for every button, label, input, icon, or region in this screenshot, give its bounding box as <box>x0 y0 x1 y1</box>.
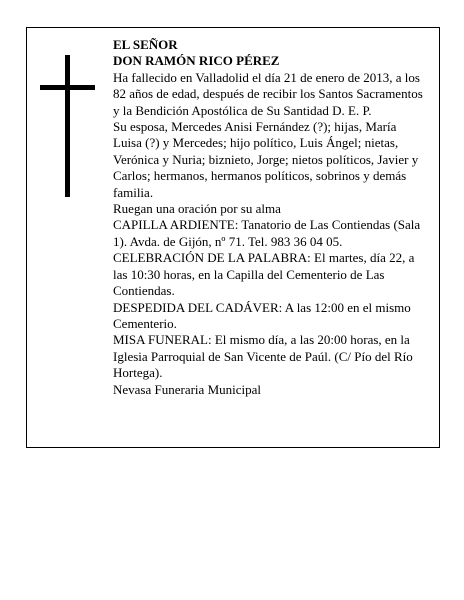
heading-title: EL SEÑOR <box>113 37 178 52</box>
farewell-info: DESPEDIDA DEL CADÁVER: A las 12:00 en el mismo Cementerio. <box>113 299 411 331</box>
family-list: Su esposa, Mercedes Anisi Fernández (?); hijas, María Luisa (?) y Mercedes; hijo político, Luis Ángel; nietas, Verónica y Nuria; biznieto, Jorge; nietos políticos, Javier y Carlos; hermanos, hermanos políticos, sobrinos y demás familia. <box>113 119 419 200</box>
chapel-info: CAPILLA ARDIENTE: Tanatorio de Las Contiendas (Sala 1). Avda. de Gijón, nº 71. Tel. 983 36 04 05. <box>113 217 421 249</box>
funeral-home: Nevasa Funeraria Municipal <box>113 381 262 397</box>
mass-info: MISA FUNERAL: El mismo día, a las 20:00 horas, en la Iglesia Parroquial de San Vicente de Paúl. (C/ Pío del Río Hortega). <box>113 332 413 381</box>
cross-horizontal-bar <box>40 85 95 90</box>
latin-cross-icon <box>40 55 95 197</box>
obituary-text <box>113 37 425 398</box>
celebration-info: CELEBRACIÓN DE LA PALABRA: El martes, día 22, a las 10:30 horas, en la Capilla del Cementerio de Las Contiendas. <box>113 250 415 299</box>
death-announcement: Ha fallecido en Valladolid el día 21 de enero de 2013, a los 82 años de edad, después de recibir los Santos Sacramentos y la Bendición Apostólica de Su Santidad D. E. P. <box>113 69 423 118</box>
cross-vertical-bar <box>65 55 70 197</box>
deceased-name: DON RAMÓN RICO PÉREZ <box>113 53 280 69</box>
prayer-request: Ruegan una oración por su alma <box>113 201 281 217</box>
